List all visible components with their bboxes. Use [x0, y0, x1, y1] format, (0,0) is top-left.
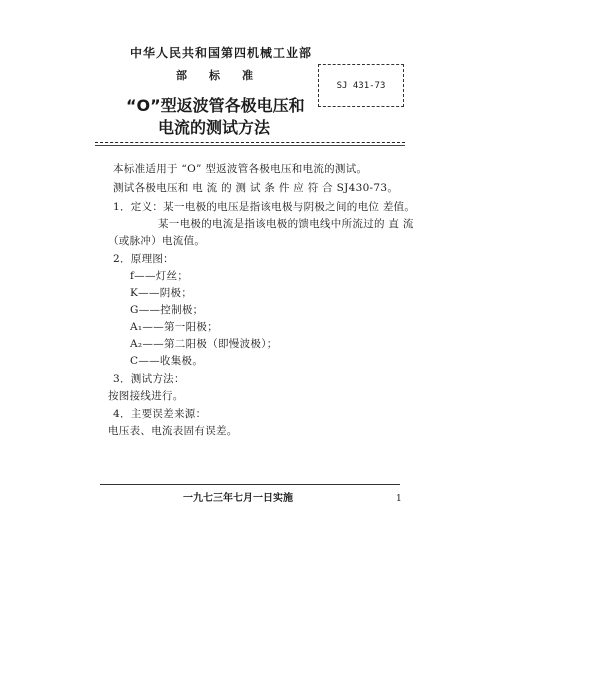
- list-item: A₁——第一阳极；: [130, 321, 218, 333]
- page-number: 1: [396, 494, 402, 504]
- list-item: G——控制极；: [130, 304, 204, 316]
- standard-type-char: 准: [242, 69, 253, 82]
- paragraph-line: 1．定义：某一电极的电压是指该电极与阴极之间的电位 差值。: [113, 201, 416, 213]
- list-item: f——灯丝；: [130, 270, 189, 282]
- list-item: C——收集极。: [130, 355, 204, 367]
- paragraph-line: 测试各极电压和 电 流 的 测 试 条 件 应 符 合 SJ430-73。: [113, 182, 399, 194]
- document-title-line1: “O”型返波管各极电压和: [126, 96, 305, 115]
- standard-type: [176, 67, 253, 83]
- section-heading: 4．主要误差来源：: [113, 408, 207, 420]
- standard-type-char: 标: [209, 69, 220, 82]
- standard-type-char: 部: [176, 69, 187, 82]
- list-item: K——阴极；: [130, 287, 193, 299]
- list-item: A₂——第二阳极（即慢波极）；: [130, 338, 278, 350]
- header-divider: [95, 145, 405, 146]
- section-heading: 3．测试方法：: [113, 373, 185, 385]
- section-heading: 2．原理图：: [113, 253, 174, 265]
- standard-code: SJ 431-73: [336, 80, 386, 91]
- paragraph-line: 按图接线进行。: [108, 390, 184, 402]
- header-divider: [95, 142, 405, 143]
- paragraph-line: 某一电极的电流是指该电极的馈电线中所流过的 直 流: [158, 218, 414, 230]
- ministry-name: 中华人民共和国第四机械工业部: [130, 46, 313, 60]
- standard-code-box: [318, 64, 404, 107]
- paragraph-line: （或脉冲）电流值。: [108, 235, 206, 247]
- footer-divider: [100, 484, 400, 485]
- implementation-date: 一九七三年七月一日实施: [183, 493, 293, 504]
- paragraph-line: 电压表、电流表固有误差。: [108, 425, 238, 437]
- paragraph-line: 本标准适用于 “O” 型返波管各极电压和电流的测试。: [113, 163, 368, 175]
- document-title-line2: 电流的测试方法: [158, 118, 271, 137]
